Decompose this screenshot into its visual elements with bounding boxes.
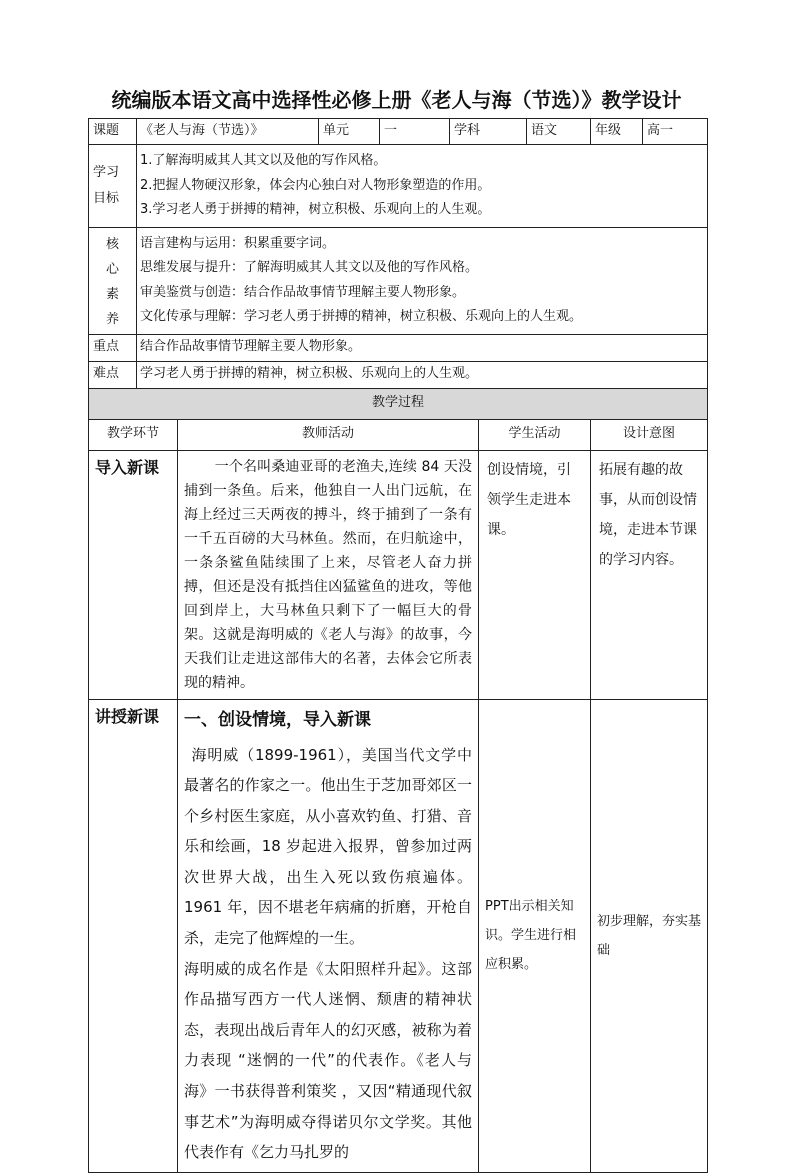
objectives-label-line-1: 学习 (93, 164, 120, 180)
literacy-list (137, 227, 708, 334)
process-title-row (89, 388, 708, 419)
key-point-value: 结合作品故事情节理解主要人物形象。 (137, 334, 708, 361)
intro-teacher-text: 一个名叫桑迪亚哥的老渔夫,连续 84 天没捕到一条鱼。后来，他独自一人出门远航，在海上经过三天两夜的搏斗，终于捕到了一条有一千五百磅的大马林鱼。然而，在归航途中，一条条鲨鱼陆续围了上来，尽管老人奋力拼搏，但还是没有抵挡住凶猛鲨鱼的进攻，等他回到岸上，大马林鱼只剩下了一幅巨大的骨架。这就是海明威的《老人与海》的故事，今天我们让走进这部伟大的名著，去体会它所表现的精神。 (184, 458, 473, 691)
lecture-row (89, 699, 708, 1172)
intro-stage: 导入新课 (89, 450, 178, 699)
grade-value: 高一 (643, 119, 708, 145)
literacy-label-char: 素 (105, 286, 119, 302)
literacy-item: 思维发展与提升：了解海明威其人其文以及他的写作风格。 (140, 260, 479, 275)
objectives-list (137, 145, 708, 228)
unit-label: 单元 (319, 119, 380, 145)
objective-item: 1.了解海明威其人其文以及他的写作风格。 (140, 153, 387, 168)
grade-label: 年级 (591, 119, 643, 145)
literacy-row (89, 227, 708, 334)
lecture-student-activity: PPT出示相关知识。学生进行相应积累。 (479, 699, 591, 1172)
difficulty-row (89, 361, 708, 388)
difficulty-label: 难点 (89, 361, 137, 388)
literacy-label-char: 核 (105, 236, 119, 252)
lecture-paragraph-1: 海明威（1899-1961），美国当代文学中最著名的作家之一。他出生于芝加哥郊区一个乡村医生家庭，从小喜欢钓鱼、打猎、音乐和绘画，18 岁起进入报界，曾参加过两次世界大战，出生入死以致伤痕遍体。1961 年，因不堪老年病痛的折磨，开枪自杀，走完了他辉煌的一生。 (184, 745, 473, 948)
key-point-label: 重点 (89, 334, 137, 361)
literacy-item: 语言建构与运用：积累重要字词。 (140, 235, 336, 251)
intro-design-intent: 拓展有趣的故事，从而创设情境，走进本节课的学习内容。 (591, 450, 708, 699)
objectives-label (89, 145, 137, 228)
subject-value: 语文 (527, 119, 591, 145)
key-point-row (89, 334, 708, 361)
unit-value: 一 (380, 119, 450, 145)
lesson-plan-table (88, 118, 708, 1173)
literacy-item: 文化传承与理解：学习老人勇于拼搏的精神，树立积极、乐观向上的人生观。 (140, 309, 583, 324)
intro-row (89, 450, 708, 699)
objectives-label-line-2: 目标 (93, 190, 120, 206)
document-title: 统编版本语文高中选择性必修上册《老人与海（节选）》教学设计 (111, 88, 682, 112)
course-value: 《老人与海（节选）》 (137, 119, 319, 145)
course-info-row (89, 119, 708, 145)
objective-item: 2.把握人物硬汉形象，体会内心独白对人物形象塑造的作用。 (140, 177, 491, 193)
lecture-teacher-activity (178, 699, 479, 1172)
header-intent: 设计意图 (591, 419, 708, 450)
lecture-stage: 讲授新课 (89, 699, 178, 1172)
header-student: 学生活动 (479, 419, 591, 450)
difficulty-value: 学习老人勇于拼搏的精神，树立积极、乐观向上的人生观。 (137, 361, 708, 388)
process-header-row (89, 419, 708, 450)
process-title: 教学过程 (89, 388, 708, 419)
header-teacher: 教师活动 (178, 419, 479, 450)
literacy-label-char: 养 (105, 311, 119, 327)
lecture-design-intent: 初步理解，夯实基础 (591, 699, 708, 1172)
course-label: 课题 (89, 119, 137, 145)
literacy-label-char: 心 (105, 261, 119, 277)
subject-label: 学科 (450, 119, 527, 145)
intro-student-activity: 创设情境，引领学生走进本课。 (479, 450, 591, 699)
intro-teacher-activity (178, 450, 479, 699)
lecture-paragraph-2: 海明威的成名作是《太阳照样升起》。这部作品描写西方一代人迷惘、颓唐的精神状态，表现出战后青年人的幻灭感，被称为着力表现 “迷惘的一代”的代表作。《老人与海》一书获得普利策奖 ，又因“精通现代叙事艺术”为海明威夺得诺贝尔文学奖。其他代表作有《乞力马扎罗的 (184, 959, 473, 1162)
lecture-heading: 一、创设情境，导入新课 (184, 709, 371, 730)
literacy-label (89, 227, 137, 334)
literacy-item: 审美鉴赏与创造：结合作品故事情节理解主要人物形象。 (140, 284, 466, 300)
objective-item: 3.学习老人勇于拼搏的精神，树立积极、乐观向上的人生观。 (140, 202, 491, 217)
header-stage: 教学环节 (89, 419, 178, 450)
objectives-row (89, 145, 708, 228)
